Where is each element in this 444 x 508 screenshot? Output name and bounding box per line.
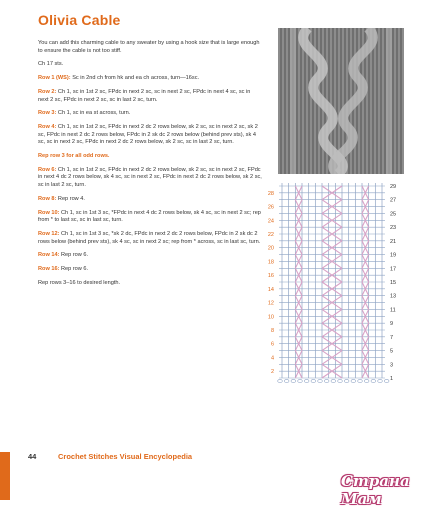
chain-stitch-mark <box>324 379 329 382</box>
row-label: Row 8: <box>38 195 57 202</box>
chart-row-label-right: 21 <box>390 238 397 245</box>
chart-row-label-right: 29 <box>390 184 397 190</box>
chart-row-label-right: 1 <box>390 376 394 382</box>
chart-row-label-left: 26 <box>267 204 274 211</box>
chain-stitch-mark <box>371 379 376 382</box>
row-text: Rep row 6. <box>59 266 89 273</box>
row-label: Row 16: <box>38 266 60 273</box>
chart-row-label-right: 17 <box>390 266 397 273</box>
chart-row-label-right: 9 <box>390 321 394 328</box>
chart-row-label-right: 7 <box>390 334 394 341</box>
chart-row-label-left: 12 <box>267 300 274 307</box>
chain-stitch-mark <box>298 379 303 382</box>
chart-row-label-left: 8 <box>270 328 274 334</box>
chart-row-label-left: 24 <box>267 218 274 225</box>
row-label: Row 14: <box>38 252 60 259</box>
chart-row-label-right: 3 <box>390 362 394 369</box>
chart-row-label-left: 6 <box>270 341 274 348</box>
chain-stitch-mark <box>331 379 336 382</box>
row-label: Row 2: <box>38 88 57 95</box>
chain-stitch-mark <box>304 379 309 382</box>
chart-row-label-right: 25 <box>390 211 397 218</box>
row-text: Ch 1, sc in 1st 3 sc, *FPdc in next 4 dc 2 rows below, sk 4 sc, sc in next 2 sc; rep from * to last sc, sc in last sc, turn. <box>38 209 261 224</box>
chart-row-label-right: 11 <box>390 307 396 314</box>
chain-stitch-mark <box>318 379 323 382</box>
chain-stitch-mark <box>364 379 369 382</box>
row-text: Ch 1, sc in ea st across, turn. <box>56 110 131 117</box>
chart-row-label-left: 14 <box>267 286 274 293</box>
chart-row-label-left: 16 <box>267 273 274 280</box>
chart-row-label-left: 2 <box>270 369 274 376</box>
chart-row-label-left: 20 <box>267 245 274 252</box>
closing-instruction: Rep rows 3–16 to desired length. <box>38 279 121 286</box>
chain-stitch-mark <box>278 379 283 382</box>
row-text: Ch 1, sc in 1st 2 sc, FPdc in next 2 dc 2 rows below, sk 2 sc, sc in next 2 sc, sk 2 sc, FPdc in next 2 dc 2 rows below, FPdc in 2 sk dc 2 rows below (behind prev sts), sk 4 sc, sc in next 2 sc, FPdc in next 2 dc 2 rows below, sk 2 sc, sc in last 2 sc, turn. <box>38 124 258 146</box>
chart-row-label-right: 23 <box>390 225 397 232</box>
chain-stitch-mark <box>384 379 389 382</box>
chart-row-label-left: 10 <box>267 314 274 321</box>
chain-stitch-mark <box>344 379 349 382</box>
chain-stitch-mark <box>358 379 363 382</box>
row-label: Row 10: <box>38 209 60 216</box>
row-text: Rep row 6. <box>59 252 89 259</box>
chart-row-label-left: 18 <box>267 259 274 266</box>
row-label: Row 1 (WS): <box>38 75 71 82</box>
footer-accent-bar <box>0 452 10 500</box>
watermark-logo: Страна Мам <box>341 472 410 508</box>
chart-row-label-left: 28 <box>267 190 274 197</box>
chart-left-labels <box>268 191 274 375</box>
chart-grid <box>278 183 389 383</box>
page-number: 44 <box>28 452 37 461</box>
chain-stitch-mark <box>284 379 289 382</box>
chain-stitch-mark <box>351 379 356 382</box>
chain-stitch-mark <box>378 379 383 382</box>
row-text: Ch 1, sc in 1st 3 sc, *sk 2 dc, FPdc in next 2 dc 2 rows below, FPdc in 2 sk dc 2 rows below (behind prev sts), sk 4 sc, sc in next 2 sc; rep from * across, sc in last sc, turn. <box>38 230 261 245</box>
row-label: Row 12: <box>38 230 60 237</box>
row-label: Row 4: <box>38 124 57 131</box>
chain-instruction: Ch 17 sts. <box>38 61 64 68</box>
row-text: Rep row 4. <box>56 195 85 202</box>
row-text: Sc in 2nd ch from hk and ea ch across, turn—16sc. <box>70 75 200 82</box>
chart-row-label-right: 27 <box>390 197 397 204</box>
chain-stitch-mark <box>311 379 316 382</box>
row-label: Rep row 3 for all odd rows. <box>38 153 110 160</box>
chart-row-label-right: 5 <box>390 348 394 355</box>
chart-row-label-right: 15 <box>390 280 397 286</box>
chain-stitch-mark <box>291 379 296 382</box>
row-label: Row 6: <box>38 166 57 173</box>
intro-paragraph: You can add this charming cable to any sweater by using a hook size that is large enough to ensure the cable is not too stiff. <box>38 40 260 54</box>
book-title: Crochet Stitches Visual Encyclopedia <box>58 452 193 461</box>
row-text: Ch 1, sc in 1st 2 sc, FPdc in next 2 sc, sc in next 2 sc, FPdc in next 4 sc, sc in next 2 sc, FPdc in next 2 sc, sc in last 2 sc, turn. <box>38 88 251 103</box>
chain-stitch-mark <box>338 379 343 382</box>
chart-row-label-right: 13 <box>390 293 397 300</box>
row-label: Row 3: <box>38 110 57 117</box>
row-text: Ch 1, sc in 1st 2 sc, FPdc in next 2 dc 2 rows below, sk 2 sc, sc in next 2 sc, FPdc in next 4 dc 2 rows below, sk 4 sc, sc in next 2 sc, FPdc in next 2 dc 2 rows below, sk 2 sc, sc in last 2 sc, turn. <box>38 166 262 189</box>
chart-row-label-left: 22 <box>267 232 274 238</box>
chart-row-label-left: 4 <box>270 355 274 362</box>
chart-row-label-right: 19 <box>390 252 397 259</box>
chart-right-labels <box>390 184 396 382</box>
page-title: Olivia Cable <box>38 12 121 28</box>
